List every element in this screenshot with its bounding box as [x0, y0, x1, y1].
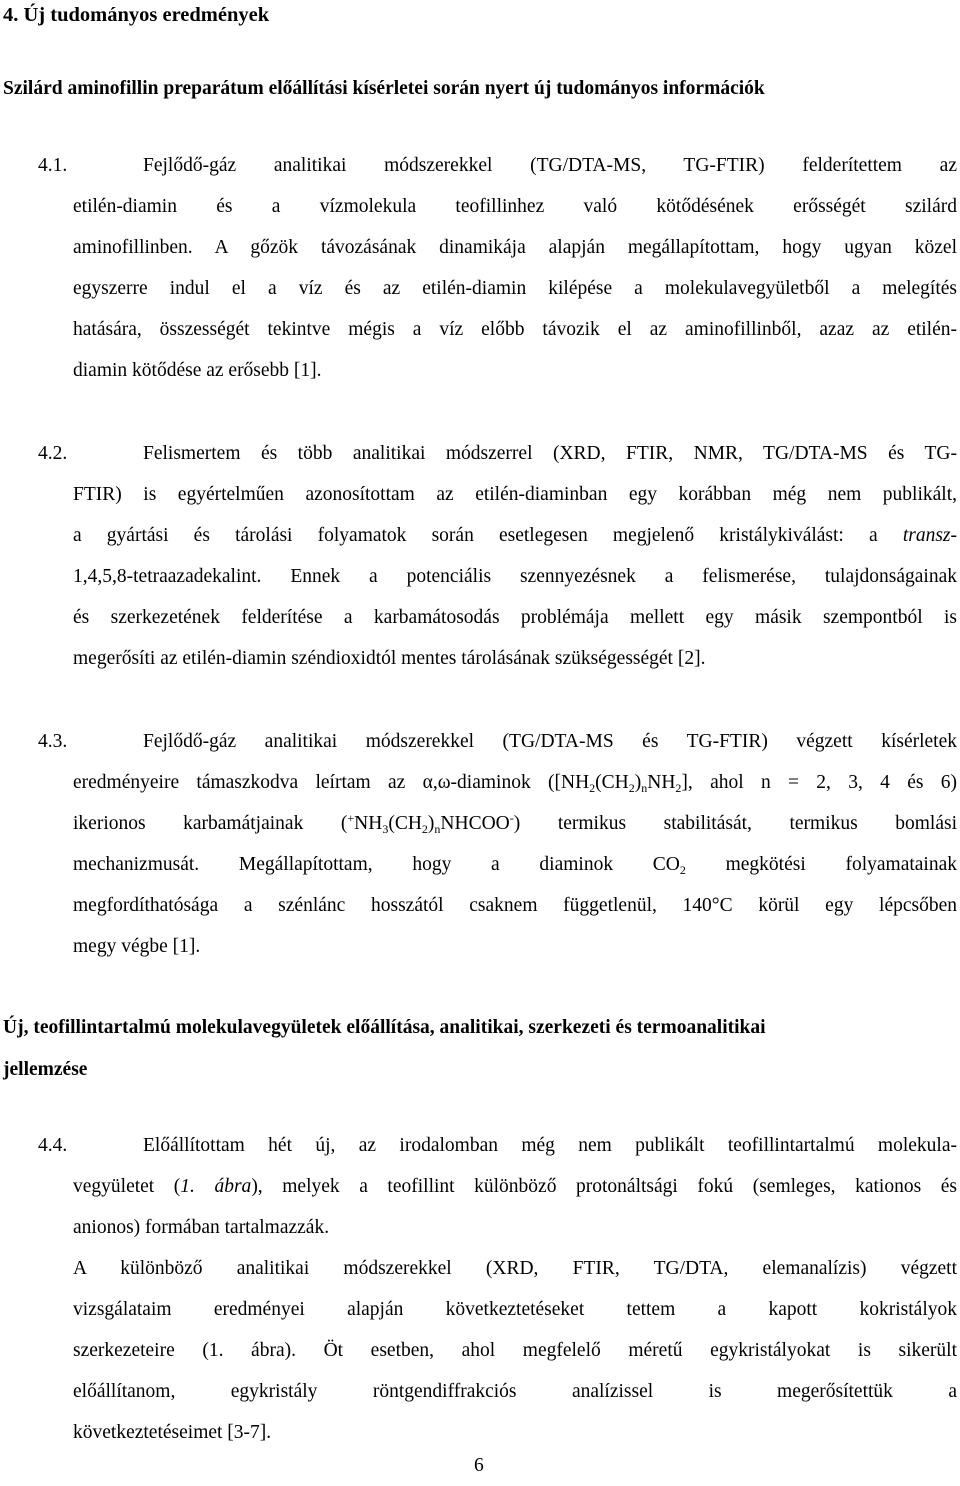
section-heading: Új, teofillintartalmú molekulavegyületek előállítása, analitikai, szerkezeti és termoanalitikai: [3, 1017, 766, 1038]
paragraph-line: vizsgálataim eredményei alapján következtetéseket tettem a kapott kokristályok: [73, 1299, 957, 1320]
paragraph-line: hatására, összességét tekintve mégis a víz előbb távozik el az aminofillinből, azaz az etilén-: [73, 319, 957, 340]
page-heading: 4. Új tudományos eredmények: [3, 4, 270, 26]
paragraph-line: mechanizmusát. Megállapítottam, hogy a diaminok $CO_2$ megkötési folyamatainak: [73, 854, 958, 877]
section-number: 4.3.: [38, 731, 68, 752]
section-number: 4.1.: [38, 155, 68, 176]
paragraph-line: ikerionos karbamátjainak $(^+NH_3(CH_2)_nNHCOO^-)$ termikus stabilitását, termikus bomlási: [73, 811, 957, 836]
section-4-3: [73, 727, 957, 977]
paragraph-line: A különböző analitikai módszerekkel (XRD, FTIR, TG/DTA, elemanalízis) végzett: [73, 1258, 957, 1279]
paragraph-line: megerősíti az etilén-diamin széndioxidtól mentes tárolásának szükségességét [2].: [73, 648, 706, 669]
subheading: Szilárd aminofillin preparátum előállítási kísérletei során nyert új tudományos információk: [3, 78, 765, 99]
section-heading: jellemzése: [3, 1059, 88, 1080]
paragraph-line: diamin kötődése az erősebb [1].: [73, 360, 322, 381]
paragraph-line: aminofillinben. A gőzök távozásának dinamikája alapján megállapítottam, hogy ugyan közel: [73, 237, 957, 258]
section-4-2: [73, 439, 957, 689]
paragraph-line: anionos) formában tartalmazzák.: [73, 1217, 330, 1238]
paragraph-line: eredményeire támaszkodva leírtam az α,ω-diaminok ($[NH_2(CH_2)_nNH_2]$, ahol n = 2, 3, 4 és 6): [73, 772, 957, 795]
paragraph-line: vegyületet (1. ábra), melyek a teofillint különböző protonáltsági fokú (semleges, kationos és: [73, 1176, 957, 1197]
paragraph-line: Fejlődő-gáz analitikai módszerekkel (TG/DTA-MS és TG-FTIR) végzett kísérletek: [143, 731, 957, 752]
paragraph-line: szerkezeteire (1. ábra). Öt esetben, ahol megfelelő méretű egykristályokat is sikerült: [73, 1340, 957, 1361]
page-number: 6: [474, 1455, 484, 1476]
paragraph-line: és szerkezetének felderítése a karbamátosodás problémája mellett egy másik szempontból is: [73, 607, 957, 628]
paragraph-line: Előállítottam hét új, az irodalomban még nem publikált teofillintartalmú molekula-: [143, 1135, 957, 1156]
section-4-1: [73, 151, 957, 391]
section-number: 4.2.: [38, 443, 68, 464]
paragraph-line: Fejlődő-gáz analitikai módszerekkel (TG/DTA-MS, TG-FTIR) felderítettem az: [143, 155, 957, 176]
paragraph-line: 1,4,5,8-tetraazadekalint. Ennek a potenciális szennyezésnek a felismerése, tulajdonságainak: [73, 566, 957, 587]
paragraph-line: egyszerre indul el a víz és az etilén-diamin kilépése a molekulavegyületből a melegítés: [73, 278, 957, 299]
section-4-4: [73, 1131, 957, 1461]
section-number: 4.4.: [38, 1135, 68, 1156]
paragraph-line: megy végbe [1].: [73, 936, 201, 957]
paragraph-line: FTIR) is egyértelműen azonosítottam az etilén-diaminban egy korábban még nem publikált,: [73, 484, 957, 505]
paragraph-line: a gyártási és tárolási folyamatok során esetlegesen megjelenő kristálykiválást: a transz-: [73, 525, 957, 546]
paragraph-line: Felismertem és több analitikai módszerrel (XRD, FTIR, NMR, TG/DTA-MS és TG-: [143, 443, 957, 464]
paragraph-line: etilén-diamin és a vízmolekula teofillinhez való kötődésének erősségét szilárd: [73, 196, 957, 217]
paragraph-line: előállítanom, egykristály röntgendiffrakciós analízissel is megerősítettük a: [73, 1381, 957, 1402]
paragraph-line: következtetéseimet [3-7].: [73, 1422, 272, 1443]
paragraph-line: megfordíthatósága a szénlánc hosszától csaknem függetlenül, 140°C körül egy lépcsőben: [73, 895, 957, 916]
